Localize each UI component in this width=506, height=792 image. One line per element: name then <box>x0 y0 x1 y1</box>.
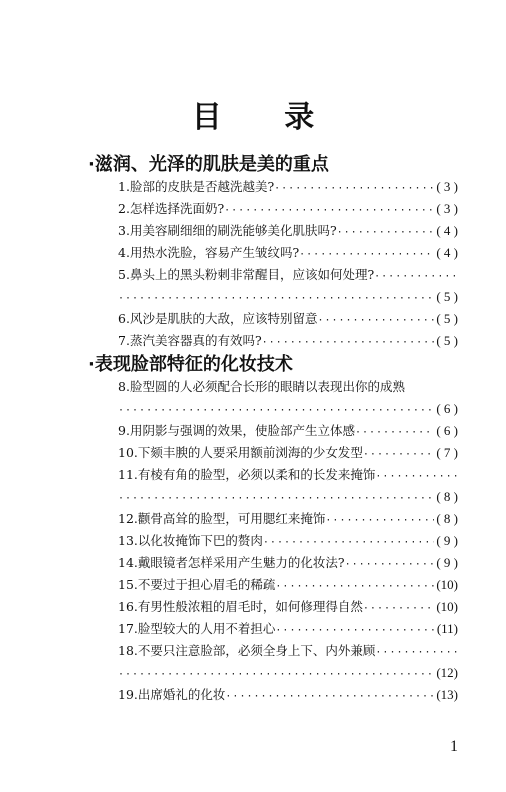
entry-title: 脸型圆的人必须配合长形的眼睛以表现出你的成熟 <box>129 379 405 394</box>
leader-dots <box>363 598 434 620</box>
leader-dots <box>118 288 434 310</box>
entry-number: 1. <box>118 179 130 194</box>
toc-entry-1[interactable] <box>118 176 458 198</box>
entry-page: ( 6 ) <box>436 423 458 438</box>
leader-dots <box>275 620 434 642</box>
leader-dots <box>299 244 434 266</box>
toc-entry-18[interactable] <box>118 640 458 684</box>
entry-page: ( 3 ) <box>436 201 458 216</box>
entry-title: 用阴影与强调的效果，使脸部产生立体感 <box>129 423 355 438</box>
leader-dots <box>118 664 434 686</box>
section-1-entries <box>118 176 458 352</box>
entry-page: ( 8 ) <box>436 489 458 504</box>
entry-page: ( 5 ) <box>436 333 458 348</box>
entry-title: 脸型较大的人用不着担心 <box>137 621 276 636</box>
toc-entry-8[interactable] <box>118 376 458 420</box>
toc-entry-13[interactable] <box>118 530 458 552</box>
leader-dots <box>363 444 434 466</box>
toc-entry-5[interactable] <box>118 264 458 308</box>
entry-number: 9. <box>118 423 130 438</box>
entry-title: 出席婚礼的化妆 <box>137 687 226 702</box>
toc-entry-11[interactable] <box>118 464 458 508</box>
entry-number: 10. <box>118 445 138 460</box>
entry-title: 下颏丰腴的人要采用额前浏海的少女发型 <box>137 445 363 460</box>
entry-page: ( 3 ) <box>436 179 458 194</box>
leader-dots <box>375 642 458 664</box>
section-heading: ·滋润、光泽的肌肤是美的重点 <box>88 154 329 175</box>
leader-dots <box>274 178 434 200</box>
toc-entry-9[interactable] <box>118 420 458 442</box>
entry-title: 鼻头上的黑头粉刺非常醒目，应该如何处理? <box>129 267 375 282</box>
toc-entry-6[interactable] <box>118 308 458 330</box>
entry-page: ( 9 ) <box>436 555 458 570</box>
section-heading: ·表现脸部特征的化妆技术 <box>88 354 293 375</box>
entry-number: 5. <box>118 267 130 282</box>
entry-number: 16. <box>118 599 138 614</box>
toc-entry-14[interactable] <box>118 552 458 574</box>
entry-title: 用热水洗脸，容易产生皱纹吗? <box>129 245 300 260</box>
entry-number: 13. <box>118 533 138 548</box>
leader-dots <box>263 532 434 554</box>
entry-page: ( 4 ) <box>436 245 458 260</box>
toc-entry-17[interactable] <box>118 618 458 640</box>
entry-number: 18. <box>118 643 138 658</box>
entry-page: ( 5 ) <box>436 289 458 304</box>
entry-title: 不要只注意脸部，必须全身上下、内外兼顾 <box>137 643 376 658</box>
leader-dots <box>345 554 435 576</box>
entry-title: 不要过于担心眉毛的稀疏 <box>137 577 276 592</box>
leader-dots <box>118 400 434 422</box>
leader-dots <box>374 266 458 288</box>
entry-title: 戴眼镜者怎样采用产生魅力的化妆法? <box>137 555 345 570</box>
entry-title: 怎样选择洗面奶? <box>129 201 225 216</box>
entry-number: 12. <box>118 511 138 526</box>
entry-page: (11) <box>436 621 458 636</box>
entry-number: 14. <box>118 555 138 570</box>
toc-entry-12[interactable] <box>118 508 458 530</box>
entry-number: 7. <box>118 333 130 348</box>
toc-entry-7[interactable] <box>118 330 458 352</box>
page-number: 1 <box>450 738 458 755</box>
leader-dots <box>355 422 434 444</box>
entry-title: 脸部的皮肤是否越洗越美? <box>129 179 275 194</box>
entry-number: 17. <box>118 621 138 636</box>
entry-title: 有男性般浓粗的眉毛时，如何修理得自然 <box>137 599 363 614</box>
entry-number: 6. <box>118 311 130 326</box>
entry-number: 4. <box>118 245 130 260</box>
leader-dots <box>275 576 434 598</box>
entry-number: 3. <box>118 223 130 238</box>
toc-entry-15[interactable] <box>118 574 458 596</box>
entry-title: 以化妆掩饰下巴的赘肉 <box>137 533 263 548</box>
entry-title: 用美容刷细细的刷洗能够美化肌肤吗? <box>129 223 337 238</box>
entry-page: (13) <box>436 687 458 702</box>
toc-entry-3[interactable] <box>118 220 458 242</box>
entry-title: 风沙是肌肤的大敌，应该特别留意 <box>129 311 318 326</box>
entry-page: ( 9 ) <box>436 533 458 548</box>
page-title: 目 录 <box>191 100 341 135</box>
entry-page: ( 5 ) <box>436 311 458 326</box>
entry-page: ( 7 ) <box>436 445 458 460</box>
toc-entry-4[interactable] <box>118 242 458 264</box>
entry-title: 颧骨高耸的脸型，可用腮红来掩饰 <box>137 511 326 526</box>
leader-dots <box>118 488 434 510</box>
entry-page: (10) <box>436 599 458 614</box>
leader-dots <box>224 200 434 222</box>
section-2-entries <box>118 376 458 706</box>
toc-entry-10[interactable] <box>118 442 458 464</box>
entry-title: 蒸汽美容器真的有效吗? <box>129 333 262 348</box>
leader-dots <box>375 466 458 488</box>
entry-page: ( 6 ) <box>436 401 458 416</box>
leader-dots <box>337 222 435 244</box>
entry-number: 2. <box>118 201 130 216</box>
entry-page: (10) <box>436 577 458 592</box>
entry-page: ( 8 ) <box>436 511 458 526</box>
entry-number: 11. <box>118 467 138 482</box>
toc-entry-2[interactable] <box>118 198 458 220</box>
entry-number: 8. <box>118 379 130 394</box>
leader-dots <box>317 310 434 332</box>
leader-dots <box>325 510 434 532</box>
toc-entry-19[interactable] <box>118 684 458 706</box>
entry-page: ( 4 ) <box>436 223 458 238</box>
leader-dots <box>225 686 434 708</box>
toc-entry-16[interactable] <box>118 596 458 618</box>
entry-number: 19. <box>118 687 138 702</box>
entry-number: 15. <box>118 577 138 592</box>
entry-title: 有棱有角的脸型，必须以柔和的长发来掩饰 <box>137 467 376 482</box>
entry-page: (12) <box>436 665 458 680</box>
